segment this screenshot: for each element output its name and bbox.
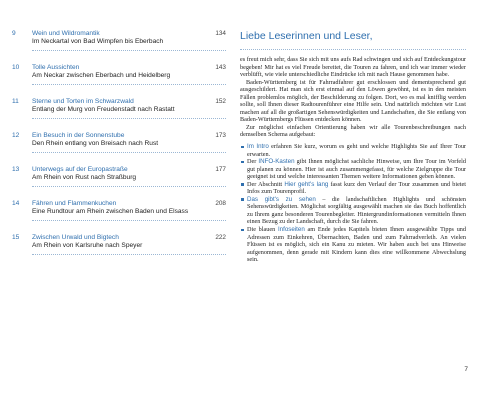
bullet-highlight: Das gibt's zu sehen	[247, 195, 316, 203]
toc-entry	[12, 30, 226, 46]
toc-heading-line	[12, 234, 226, 242]
toc-divider	[32, 152, 226, 153]
toc-title: Sterne und Torten im Schwarzwald	[32, 98, 134, 105]
structure-list	[240, 143, 466, 264]
toc-entry	[12, 234, 226, 250]
toc-page-number: 177	[215, 166, 226, 173]
toc-divider	[32, 50, 226, 51]
toc-number: 10	[12, 64, 20, 71]
toc-page-number: 152	[215, 98, 226, 105]
toc-divider	[32, 254, 226, 255]
structure-list-item	[240, 181, 466, 196]
toc-title: Tolle Aussichten	[32, 64, 80, 71]
bullet-highlight: Hier geht's lang	[284, 180, 329, 188]
bullet-highlight: Im Intro	[247, 143, 269, 151]
foreword-paragraph: Zur möglichst einfachen Orientierung haben wir alle Tourenbeschreibungen nach demselben Schema aufgebaut:	[240, 123, 466, 139]
foreword-body	[240, 56, 466, 264]
toc-entry	[12, 64, 226, 80]
toc-title: Ein Besuch in der Sonnenstube	[32, 132, 125, 139]
toc-divider	[32, 84, 226, 85]
bullet-highlight: INFO-Kasten	[258, 158, 295, 166]
foreword-paragraph: Baden-Württemberg ist für Fahrradfahrer gut erschlossen und dementsprechend gut ausgeschildert. Hat man sich erst einmal auf den Löwen gewöhnt, ist es in den meisten Fällen problemlos möglich, der Beschilderung zu folgen. Dort, wo es mal knifflig werden sollte, soll Ihnen dieser Radtourenführer eine Hilfe sein. Und natürlich möchten wir Lust machen auf all die großartigen Sehenswürdigkeiten und Landschaften, die Sie entlang von Baden-Württembergs Flüssen entdecken können.	[240, 78, 466, 124]
toc-number: 13	[12, 166, 20, 173]
toc-number: 12	[12, 132, 20, 139]
page-number: 7	[464, 366, 468, 373]
bullet-text: am Ende jedes Kapitels bieten Ihnen ausgewählte Tipps und Adressen zum Einkehren, Übernachten, Baden und zum Fahrradverleih. An vielen Flüssen ist es möglich, sich ein Kanu zu mieten. Wir haben auch bei uns Hinweise aufgenommen, denn gerade mit Kindern kann dies eine willkommene Abwechslung sein.	[247, 226, 466, 264]
toc-heading-line	[12, 200, 226, 208]
table-of-contents	[12, 30, 226, 268]
structure-list-item	[240, 196, 466, 226]
bullet-prefix: Der	[247, 158, 259, 166]
toc-entry	[12, 132, 226, 148]
toc-divider	[32, 186, 226, 187]
bullet-text: fasst kurz den Verlauf der Tour zusammen und bietet Infos zum Tourenprofil.	[247, 180, 466, 196]
toc-divider	[32, 220, 226, 221]
toc-number: 14	[12, 200, 20, 207]
toc-subtitle: Am Neckar zwischen Eberbach und Heidelberg	[32, 72, 171, 79]
toc-entry	[12, 200, 226, 216]
bullet-text: erfahren Sie kurz, worum es geht und welche Highlights Sie auf Ihrer Tour erwarten.	[247, 143, 466, 158]
bullet-prefix: Der Abschnitt	[247, 180, 285, 188]
toc-subtitle: Am Rhein von Karlsruhe nach Speyer	[32, 242, 143, 249]
toc-heading-line	[12, 166, 226, 174]
bullet-highlight: Infoseiten	[277, 226, 305, 234]
toc-entry	[12, 166, 226, 182]
toc-title: Fähren und Flammenkuchen	[32, 200, 117, 207]
toc-heading-line	[12, 98, 226, 106]
structure-list-item	[240, 226, 466, 264]
toc-page-number: 173	[215, 132, 226, 139]
toc-page-number: 134	[215, 30, 226, 37]
toc-subtitle: Im Neckartal von Bad Wimpfen bis Eberbach	[32, 38, 164, 45]
structure-list-item	[240, 143, 466, 158]
toc-heading-line	[12, 132, 226, 140]
toc-divider	[32, 118, 226, 119]
toc-subtitle: Entlang der Murg von Freudenstadt nach Rastatt	[32, 106, 175, 113]
toc-number: 9	[12, 30, 16, 37]
toc-heading-line	[12, 64, 226, 72]
bullet-prefix: Die blauen	[247, 226, 278, 234]
toc-page-number: 143	[215, 64, 226, 71]
toc-number: 15	[12, 234, 20, 241]
toc-subtitle: Den Rhein entlang von Breisach nach Rust	[32, 140, 159, 147]
foreword-paragraph: es freut mich sehr, dass Sie sich mit uns aufs Rad schwingen und sich auf Entdeckungstour begeben! Mir hat es viel Freude bereitet, die Touren zu fahren, und ich war immer wieder verblüfft, wie viele unterschiedliche Eindrücke ich mit nach Hause genommen habe.	[240, 56, 466, 79]
toc-heading-line	[12, 30, 226, 38]
bullet-text: – die landschaftlichen Highlights und schönsten Sehenswürdigkeiten. Möglichst sorgfältig ausgewählt machen sie das Buch hoffentlich zu Ihrem ganz besonderen Tourenbegleiter. Hintergrundinformationen vermitteln Ihnen einen Bezug zu der Landschaft, durch die Sie fahren.	[247, 195, 466, 226]
structure-list-item	[240, 158, 466, 181]
toc-title: Wein und Wildromantik	[32, 30, 100, 37]
bullet-text: gibt Ihnen möglichst sachliche Hinweise, um Ihre Tour im Vorfeld gut planen zu können. Hier ist auch zusammengefasst, für welche Zielgruppe die Tour geeignet ist und welche interessanten Themen weitere Informationen geben können.	[247, 158, 466, 181]
foreword-heading: Liebe Leserinnen und Leser,	[240, 30, 466, 50]
foreword-column	[240, 30, 466, 264]
toc-subtitle: Am Rhein von Rust nach Straßburg	[32, 174, 137, 181]
toc-page-number: 208	[215, 200, 226, 207]
toc-title: Unterwegs auf der Europastraße	[32, 166, 128, 173]
toc-page-number: 222	[215, 234, 226, 241]
toc-entry	[12, 98, 226, 114]
toc-subtitle: Eine Rundtour am Rhein zwischen Baden und Elsass	[32, 208, 189, 215]
toc-number: 11	[12, 98, 19, 105]
toc-title: Zwischen Urwald und Bigtech	[32, 234, 119, 241]
